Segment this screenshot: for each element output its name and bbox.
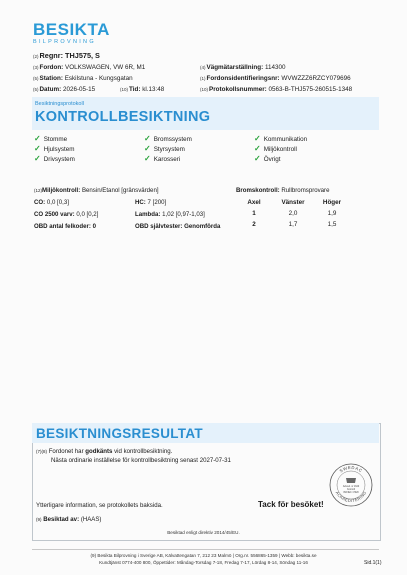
fordon-value: VOLKSWAGEN, VW 6R, M1 <box>65 64 146 71</box>
regnr-value: THJ575, S <box>65 51 100 60</box>
seal-line: ISO/IEC 17020 <box>343 492 359 494</box>
logo-name: BESIKTA <box>33 20 110 39</box>
fordonsid-field <box>200 74 351 83</box>
check-label: Hjulsystem <box>43 146 75 153</box>
besiktad-value: (HAAS) <box>80 516 102 523</box>
page-number: Sid.1(1) <box>364 560 382 566</box>
seal-top-text: SWEDAC <box>338 464 364 474</box>
checkmark-icon: ✓ <box>254 134 261 143</box>
co-field <box>34 199 69 206</box>
obd-field <box>34 223 96 230</box>
brake-header-row <box>239 199 347 210</box>
brake-col-header: Höger <box>322 199 342 206</box>
lambda-field <box>135 211 205 218</box>
brake-cell: 1,5 <box>327 221 337 228</box>
result-num: (7)(8) <box>36 449 47 454</box>
matarstallning-num: (4) <box>200 65 206 70</box>
footer-directive: Besiktad enligt direktiv 2014/45/EU. <box>167 530 240 535</box>
protocol-title: KONTROLLBESIKTNING <box>35 109 211 125</box>
checkmark-icon: ✓ <box>34 134 41 143</box>
besiktad-field <box>36 516 101 523</box>
station-value: Eskilstuna - Kungsgatan <box>64 75 133 82</box>
obd-sjalvtest-label: OBD självtester: <box>135 223 183 230</box>
fordon-num: (3) <box>33 65 39 70</box>
check-item <box>144 144 192 154</box>
check-label: Miljökontroll <box>263 146 297 153</box>
co2500-value: 0,0 [0,2] <box>76 211 99 218</box>
check-item <box>254 144 307 154</box>
check-label: Kommunikation <box>263 136 308 143</box>
brake-cell: 1,7 <box>288 221 298 228</box>
datum-label: Datum: <box>39 86 62 93</box>
miljo-num: (12) <box>34 188 43 193</box>
footer-contact: Kundtjänst 0774-400 800, Öppettider: Måndag-Torsdag 7-18, Fredag 7-17, Lördag 8-14, Söndag 11-16 <box>99 560 308 565</box>
tid-label: Tid: <box>129 86 141 93</box>
check-label: Övrigt <box>263 156 281 163</box>
miljo-value: Bensin/Etanol [gränsvärden] <box>81 187 159 194</box>
tid-num: (10) <box>120 87 129 92</box>
hc-label: HC: <box>135 199 146 206</box>
check-item <box>254 134 307 144</box>
besikta-logo <box>33 21 123 45</box>
datum-num: (5) <box>33 87 39 92</box>
tid-value: kl.13:48 <box>142 86 165 93</box>
station-num: (5) <box>33 76 39 81</box>
check-label: Styrsystem <box>153 146 185 153</box>
result-line1 <box>36 448 172 455</box>
check-item <box>144 154 192 164</box>
besiktad-num: (9) <box>36 517 42 522</box>
brake-row <box>239 210 347 221</box>
fordonsid-value: WVWZZZ6RZCY079696 <box>281 75 351 82</box>
protokollnummer-field <box>200 85 352 94</box>
brake-heading <box>236 187 329 194</box>
check-item <box>34 134 75 144</box>
matarstallning-field <box>200 63 285 72</box>
regnr-num: (2) <box>33 54 39 59</box>
swedac-seal-icon <box>329 463 373 507</box>
matarstallning-value: 114300 <box>264 64 286 71</box>
crown-icon <box>346 478 356 483</box>
co-label: CO: <box>34 199 46 206</box>
check-item <box>34 154 75 164</box>
check-label: Bromssystem <box>153 136 192 143</box>
checkmark-icon: ✓ <box>144 154 151 163</box>
seal-bottom-text: ACKREDITERING <box>334 490 368 504</box>
result-status: godkänts <box>85 448 113 455</box>
co-value: 0,0 [0,3] <box>46 199 69 206</box>
protocol-subtitle: Besiktningsprotokoll <box>35 101 84 107</box>
brake-cell: 1,9 <box>327 210 337 217</box>
miljo-label: Miljökontroll: <box>42 187 81 194</box>
obd-sjalvtest-value: Genomförda <box>184 223 221 230</box>
checks-col3 <box>254 134 307 164</box>
thanks-text: Tack för besöket! <box>258 500 324 509</box>
checks-col1 <box>34 134 75 164</box>
lambda-value: 1,02 [0,97-1,03] <box>162 211 205 218</box>
check-item <box>144 134 192 144</box>
result-title: BESIKTNINGSRESULTAT <box>36 426 203 441</box>
matarstallning-label: Vägmätarställning: <box>206 64 264 71</box>
check-label: Drivsystem <box>43 156 75 163</box>
station-field <box>33 74 133 83</box>
co2500-label: CO 2500 varv: <box>34 211 75 218</box>
fordon-field <box>33 63 145 72</box>
footer-company: (9) Besikta Bilprovning i Sverige AB, Kälvattengatan 7, 212 23 Malmö | Org.nr. 556865-1359 | Webb: besikta.se <box>90 553 317 558</box>
brake-col-header: Vänster <box>281 199 305 206</box>
tid-field <box>120 85 164 94</box>
brake-cell: 2 <box>252 221 256 228</box>
seal-line: Kontroll <box>347 489 355 491</box>
check-label: Karosseri <box>153 156 181 163</box>
obd-value: 0 <box>92 223 96 230</box>
fordonsid-num: (1) <box>200 76 206 81</box>
check-item <box>254 154 307 164</box>
miljo-heading <box>34 187 159 194</box>
lambda-label: Lambda: <box>135 211 161 218</box>
datum-field <box>33 85 95 94</box>
hc-field <box>135 199 166 206</box>
protokollnummer-value: 0563-B-THJ575-260515-1348 <box>268 86 353 93</box>
logo-subtitle: BILPROVNING <box>33 39 96 45</box>
brake-col-header: Axel <box>247 199 261 206</box>
checkmark-icon: ✓ <box>34 154 41 163</box>
result-post: vid kontrollbesiktning. <box>114 448 173 455</box>
regnr-field <box>33 51 100 61</box>
hc-value: 7 [200] <box>147 199 167 206</box>
brake-table <box>239 199 347 232</box>
brake-cell: 2,0 <box>288 210 298 217</box>
result-info: Ytterligare information, se protokollets baksida. <box>36 502 163 509</box>
obd-label: OBD antal felkoder: <box>34 223 91 230</box>
brake-label: Bromskontroll: <box>236 187 280 194</box>
brake-row <box>239 221 347 232</box>
station-label: Station: <box>39 75 63 82</box>
checkmark-icon: ✓ <box>254 154 261 163</box>
seal-line: Ackred. nr 1640 <box>342 486 360 488</box>
fordon-label: Fordon: <box>39 64 64 71</box>
result-line2: Nästa ordinarie inställelse för kontrollbesiktning senast 2027-07-31 <box>51 457 231 464</box>
brake-cell: 1 <box>252 210 256 217</box>
regnr-label: Regnr: <box>39 51 64 60</box>
protokollnummer-label: Protokollsnummer: <box>209 86 267 93</box>
check-label: Stomme <box>43 136 68 143</box>
checkmark-icon: ✓ <box>34 144 41 153</box>
besiktad-label: Besiktad av: <box>43 516 80 523</box>
obd-sjalvtest-field <box>135 223 220 230</box>
checkmark-icon: ✓ <box>144 134 151 143</box>
checkmark-icon: ✓ <box>254 144 261 153</box>
brake-value: Rullbromsprovare <box>281 187 330 194</box>
co2500-field <box>34 211 98 218</box>
checks-col2 <box>144 134 192 164</box>
checkmark-icon: ✓ <box>144 144 151 153</box>
footer-divider <box>32 549 379 550</box>
result-pre: Fordonet har <box>48 448 84 455</box>
protokollnummer-num: (10) <box>200 87 209 92</box>
fordonsid-label: Fordonsidentifieringsnr: <box>206 75 280 82</box>
check-item <box>34 144 75 154</box>
datum-value: 2026-05-15 <box>62 86 96 93</box>
